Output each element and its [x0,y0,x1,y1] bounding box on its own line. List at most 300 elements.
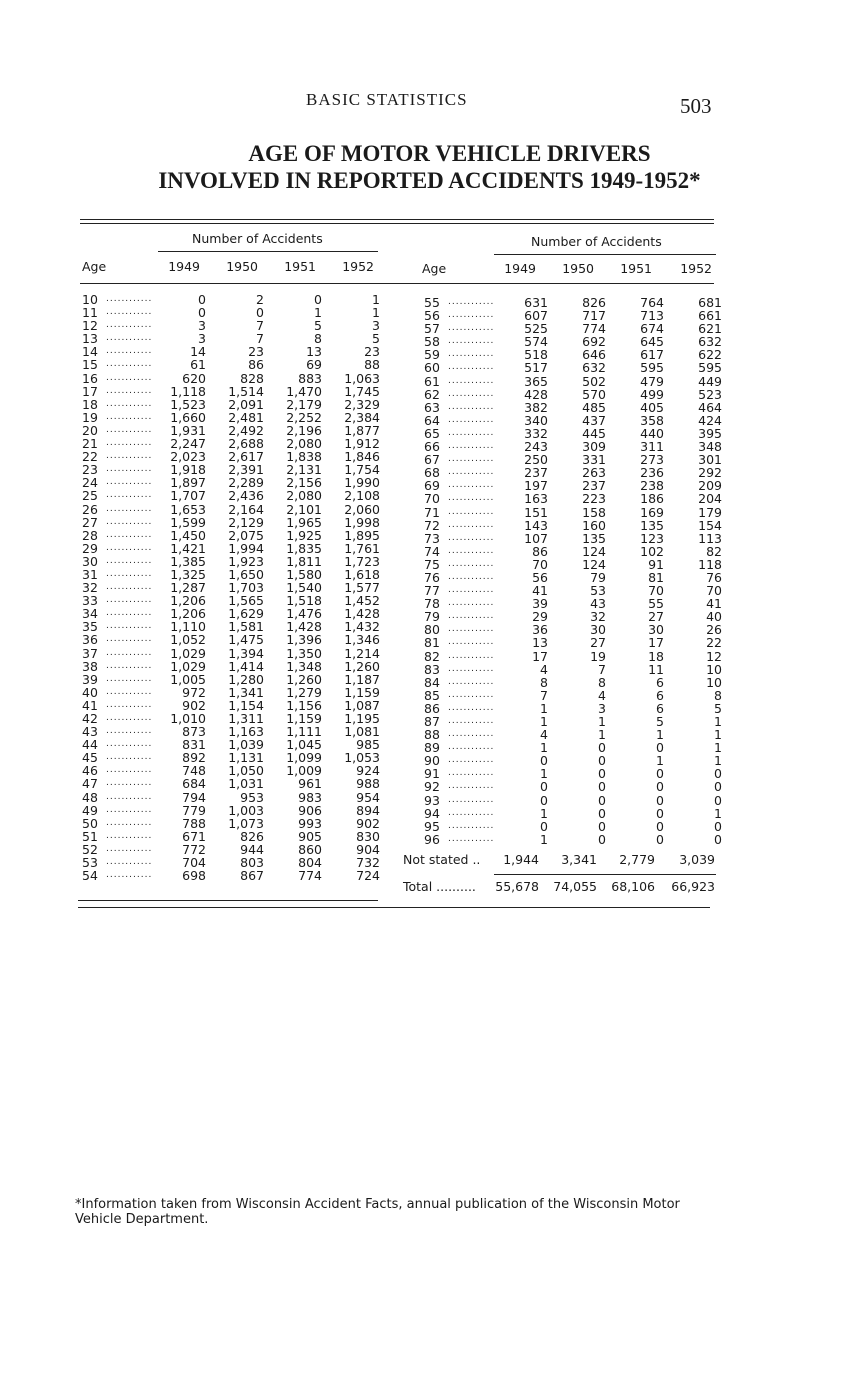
age-cell: 22 [82,449,98,465]
age-cell: 74 [424,543,440,559]
value-cell: 661 [698,308,722,324]
age-cell: 32 [82,580,98,596]
value-cell: 1,918 [170,462,206,478]
value-cell: 1 [540,740,548,756]
value-cell: 39 [532,596,548,612]
value-cell: 1 [598,727,606,743]
value-cell: 1,099 [286,750,322,766]
value-cell: 774 [298,868,322,884]
leader-dots: ............ [106,791,153,802]
value-cell: 1,311 [228,711,264,726]
value-cell: 0 [314,292,322,307]
value-cell: 3 [198,318,206,334]
value-cell: 2,196 [286,422,322,438]
value-cell: 1,754 [344,462,380,478]
right-table-row [424,478,722,494]
value-cell: 273 [640,452,664,468]
value-cell: 1,581 [228,619,264,635]
age-cell: 76 [424,569,440,585]
leader-dots: ............ [106,778,153,789]
value-cell: 1,346 [344,632,380,648]
value-cell: 437 [582,412,606,428]
left-table-row [82,385,382,398]
value-cell: 1,835 [286,540,322,556]
value-cell: 826 [582,295,606,310]
age-cell: 20 [82,422,98,438]
value-cell: 7 [598,661,606,677]
leader-dots: ............ [106,424,153,435]
age-cell: 35 [82,619,98,635]
left-table-row [82,489,382,502]
age-cell: 63 [424,399,440,415]
value-cell: 197 [524,478,548,494]
leader-dots: ............ [448,323,495,334]
value-cell: 2,391 [228,462,264,478]
value-cell: 902 [356,815,380,831]
right-table-row [424,465,722,481]
value-cell: 905 [298,828,322,844]
age-cell: 24 [82,475,98,491]
age-cell: 90 [424,753,440,769]
left-table-row [82,869,382,882]
not-stated-label: Not stated .. [403,852,481,867]
leader-dots: ............ [106,686,153,697]
value-cell: 1,063 [344,370,380,386]
total-1949: 55,678 [495,879,539,894]
value-cell: 1,260 [286,671,322,687]
age-cell: 68 [424,465,440,481]
value-cell: 3 [598,700,606,716]
value-cell: 3 [198,331,206,347]
value-cell: 2,289 [228,475,264,491]
age-cell: 31 [82,566,98,582]
leader-dots: ............ [106,634,153,645]
left-table-row [82,830,382,843]
value-cell: 445 [582,425,606,441]
value-cell: 2,164 [228,501,264,517]
age-cell: 17 [82,383,98,399]
right-table-row [424,412,722,428]
age-cell: 18 [82,396,98,412]
right-table-row [424,491,722,507]
leader-dots: ............ [106,490,153,501]
value-cell: 717 [582,308,606,324]
age-cell: 96 [424,831,440,847]
value-cell: 2,617 [228,449,264,465]
age-cell: 60 [424,360,440,376]
age-cell: 69 [424,478,440,494]
value-cell: 0 [598,805,606,821]
leader-dots: ............ [106,516,153,527]
total-1951: 68,106 [611,879,655,894]
title-line-1: AGE OF MOTOR VEHICLE DRIVERS [248,141,651,166]
value-cell: 607 [524,308,548,324]
value-cell: 732 [356,855,380,871]
value-cell: 1,073 [228,815,264,831]
value-cell: 301 [698,452,722,468]
left-table-row [82,306,382,319]
age-cell: 11 [82,305,98,321]
value-cell: 1,514 [228,383,264,399]
value-cell: 1 [540,766,548,782]
value-cell: 1,214 [344,645,380,661]
value-cell: 828 [240,370,264,386]
value-cell: 1,260 [344,658,380,674]
leader-dots: ............ [448,676,495,687]
leader-dots: ............ [106,713,153,723]
right-table-row [424,687,722,703]
leader-dots: ............ [106,333,153,344]
value-cell: 19 [590,648,606,664]
leader-dots: ............ [106,359,153,370]
value-cell: 724 [356,868,380,884]
value-cell: 645 [640,334,664,350]
age-cell: 42 [82,711,98,726]
value-cell: 18 [648,648,664,664]
value-cell: 1 [372,292,380,307]
value-cell: 1,653 [170,501,206,517]
value-cell: 1,580 [286,566,322,582]
right-table-row [424,674,722,690]
leader-dots: ............ [106,608,153,619]
right-table-row [424,504,722,520]
value-cell: 2 [256,292,264,307]
total-label: Total .......... [403,879,476,894]
value-cell: 17 [532,648,548,664]
value-cell: 1,396 [286,632,322,648]
value-cell: 924 [356,763,380,779]
leader-dots: ............ [448,611,495,622]
right-table-row [424,386,722,402]
value-cell: 0 [714,779,722,795]
value-cell: 395 [698,425,722,441]
age-cell: 52 [82,841,98,857]
value-cell: 0 [714,818,722,834]
value-cell: 22 [706,635,722,651]
value-cell: 160 [582,517,606,533]
leader-dots: ............ [448,506,495,517]
left-year-1952: 1952 [342,259,374,274]
value-cell: 1 [714,740,722,756]
left-table-row [82,647,382,660]
value-cell: 158 [582,504,606,520]
age-cell: 88 [424,727,440,743]
value-cell: 698 [182,868,206,884]
value-cell: 1,087 [344,697,380,713]
value-cell: 499 [640,386,664,402]
value-cell: 209 [698,478,722,494]
age-cell: 37 [82,645,98,661]
value-cell: 617 [640,347,664,363]
age-cell: 92 [424,779,440,795]
value-cell: 2,075 [228,527,264,543]
value-cell: 684 [182,776,206,792]
value-cell: 632 [582,360,606,376]
left-table-row [82,319,382,332]
age-cell: 23 [82,462,98,478]
leader-dots: ............ [106,804,153,815]
age-cell: 66 [424,439,440,455]
value-cell: 0 [198,305,206,321]
right-year-1950: 1950 [562,261,594,276]
age-cell: 71 [424,504,440,520]
age-cell: 16 [82,370,98,386]
leader-dots: ............ [106,830,153,841]
right-table-row [424,543,722,559]
value-cell: 70 [532,556,548,572]
value-cell: 13 [306,344,322,360]
table-top-rule [80,219,714,220]
value-cell: 0 [598,818,606,834]
value-cell: 595 [698,360,722,376]
age-cell: 41 [82,697,98,713]
left-table-row [82,516,382,529]
page-number: 503 [680,94,712,118]
age-cell: 78 [424,596,440,612]
value-cell: 574 [524,334,548,350]
age-cell: 39 [82,671,98,687]
leader-dots: ............ [106,621,153,632]
left-table-row [82,332,382,345]
value-cell: 61 [190,357,206,373]
age-cell: 10 [82,292,98,307]
leader-dots: ............ [106,857,153,868]
value-cell: 6 [656,687,664,703]
leader-dots: ............ [106,411,153,422]
left-year-1949: 1949 [168,259,200,274]
value-cell: 1,897 [170,475,206,491]
value-cell: 263 [582,465,606,481]
value-cell: 1,838 [286,449,322,465]
age-cell: 27 [82,514,98,530]
right-table-row [424,727,722,743]
value-cell: 671 [182,828,206,844]
value-cell: 595 [640,360,664,376]
value-cell: 204 [698,491,722,507]
value-cell: 1 [314,305,322,321]
value-cell: 7 [256,318,264,334]
value-cell: 40 [706,609,722,625]
leader-dots: ............ [106,320,153,331]
value-cell: 0 [714,792,722,808]
value-cell: 1 [540,714,548,729]
value-cell: 906 [298,802,322,818]
left-table-row [82,843,382,856]
value-cell: 1 [372,305,380,321]
leader-dots: ............ [448,624,495,635]
age-cell: 54 [82,868,98,884]
leader-dots: ............ [448,349,495,360]
leader-dots: ............ [448,833,495,844]
value-cell: 2,156 [286,475,322,491]
value-cell: 3 [372,318,380,334]
value-cell: 29 [532,609,548,625]
leader-dots: ............ [448,558,495,569]
left-table-row [82,358,382,371]
right-group-header: Number of Accidents [531,234,662,249]
right-table-row [424,360,722,376]
value-cell: 1 [714,805,722,821]
leader-dots: ............ [106,647,153,658]
value-cell: 238 [640,478,664,494]
value-cell: 10 [706,661,722,677]
value-cell: 5 [714,700,722,716]
value-cell: 1,005 [170,671,206,687]
left-table-row [82,804,382,817]
not-stated-1950: 3,341 [561,852,597,867]
value-cell: 803 [240,855,264,871]
value-cell: 309 [582,439,606,455]
value-cell: 2,129 [228,514,264,530]
age-cell: 83 [424,661,440,677]
right-table-row [424,622,722,638]
value-cell: 830 [356,828,380,844]
value-cell: 91 [648,556,664,572]
age-cell: 51 [82,828,98,844]
leader-dots: ............ [106,673,153,684]
value-cell: 6 [656,700,664,716]
value-cell: 873 [182,724,206,740]
value-cell: 30 [590,622,606,638]
value-cell: 70 [706,583,722,599]
leader-dots: ............ [106,817,153,828]
value-cell: 988 [356,776,380,792]
value-cell: 5 [656,714,664,729]
value-cell: 2,252 [286,409,322,425]
value-cell: 1,325 [170,566,206,582]
leader-dots: ............ [448,310,495,321]
leader-dots: ............ [106,372,153,383]
leader-dots: ............ [448,794,495,805]
value-cell: 2,247 [170,436,206,452]
value-cell: 523 [698,386,722,402]
value-cell: 1,111 [286,724,322,740]
age-cell: 91 [424,766,440,782]
left-table-row [82,345,382,358]
value-cell: 704 [182,855,206,871]
leader-dots: ............ [448,702,495,713]
leader-dots: ............ [448,427,495,438]
value-cell: 223 [582,491,606,507]
value-cell: 1,280 [228,671,264,687]
value-cell: 1 [540,700,548,716]
value-cell: 0 [714,831,722,847]
leader-dots: ............ [448,729,495,740]
value-cell: 1,577 [344,580,380,596]
leader-dots: ............ [448,663,495,674]
value-cell: 1,470 [286,383,322,399]
leader-dots: ............ [106,660,153,671]
leader-dots: ............ [106,307,153,318]
value-cell: 8 [714,687,722,703]
leader-dots: ............ [106,752,153,763]
leader-dots: ............ [448,401,495,412]
value-cell: 1,629 [228,606,264,622]
value-cell: 4 [598,687,606,703]
right-table-row [424,831,722,847]
value-cell: 944 [240,841,264,857]
left-age-header: Age [82,259,107,274]
value-cell: 993 [298,815,322,831]
left-year-1950: 1950 [226,259,258,274]
right-table-row [424,609,722,625]
right-table-row [424,779,722,795]
value-cell: 332 [524,425,548,441]
age-cell: 81 [424,635,440,651]
age-cell: 95 [424,818,440,834]
total-1952: 66,923 [671,879,715,894]
right-table-row [424,792,722,808]
leader-dots: ............ [106,739,153,750]
leader-dots: ............ [448,807,495,818]
value-cell: 779 [182,802,206,818]
leader-dots: ............ [448,480,495,491]
age-cell: 65 [424,425,440,441]
value-cell: 0 [656,766,664,782]
value-cell: 502 [582,373,606,389]
leader-dots: ............ [106,582,153,593]
value-cell: 17 [648,635,664,651]
value-cell: 0 [540,753,548,769]
value-cell: 748 [182,763,206,779]
value-cell: 1,846 [344,449,380,465]
age-cell: 59 [424,347,440,363]
leader-dots: ............ [448,297,495,307]
value-cell: 0 [198,292,206,307]
value-cell: 2,060 [344,501,380,517]
leader-dots: ............ [106,568,153,579]
value-cell: 1,029 [170,645,206,661]
table-top-rule-2 [80,223,714,224]
value-cell: 1 [656,753,664,769]
value-cell: 0 [656,740,664,756]
value-cell: 1,421 [170,540,206,556]
value-cell: 12 [706,648,722,664]
right-table-row [424,308,722,324]
value-cell: 1,703 [228,580,264,596]
value-cell: 1,895 [344,527,380,543]
value-cell: 348 [698,439,722,455]
leader-dots: ............ [448,755,495,766]
value-cell: 179 [698,504,722,520]
right-year-1949: 1949 [504,261,536,276]
leader-dots: ............ [106,503,153,514]
value-cell: 1,912 [344,436,380,452]
value-cell: 1,110 [170,619,206,635]
left-table-row [82,411,382,424]
value-cell: 1,131 [228,750,264,766]
left-group-underline [158,251,378,252]
value-cell: 41 [532,583,548,599]
value-cell: 631 [524,295,548,310]
value-cell: 953 [240,789,264,805]
value-cell: 0 [598,831,606,847]
age-cell: 15 [82,357,98,373]
right-table-row [424,425,722,441]
value-cell: 70 [648,583,664,599]
age-cell: 47 [82,776,98,792]
value-cell: 985 [356,737,380,753]
age-cell: 85 [424,687,440,703]
age-cell: 77 [424,583,440,599]
value-cell: 424 [698,412,722,428]
leader-dots: ............ [448,467,495,478]
value-cell: 1 [714,714,722,729]
value-cell: 1,965 [286,514,322,530]
value-cell: 1,618 [344,566,380,582]
value-cell: 1,540 [286,580,322,596]
right-table-row [424,569,722,585]
